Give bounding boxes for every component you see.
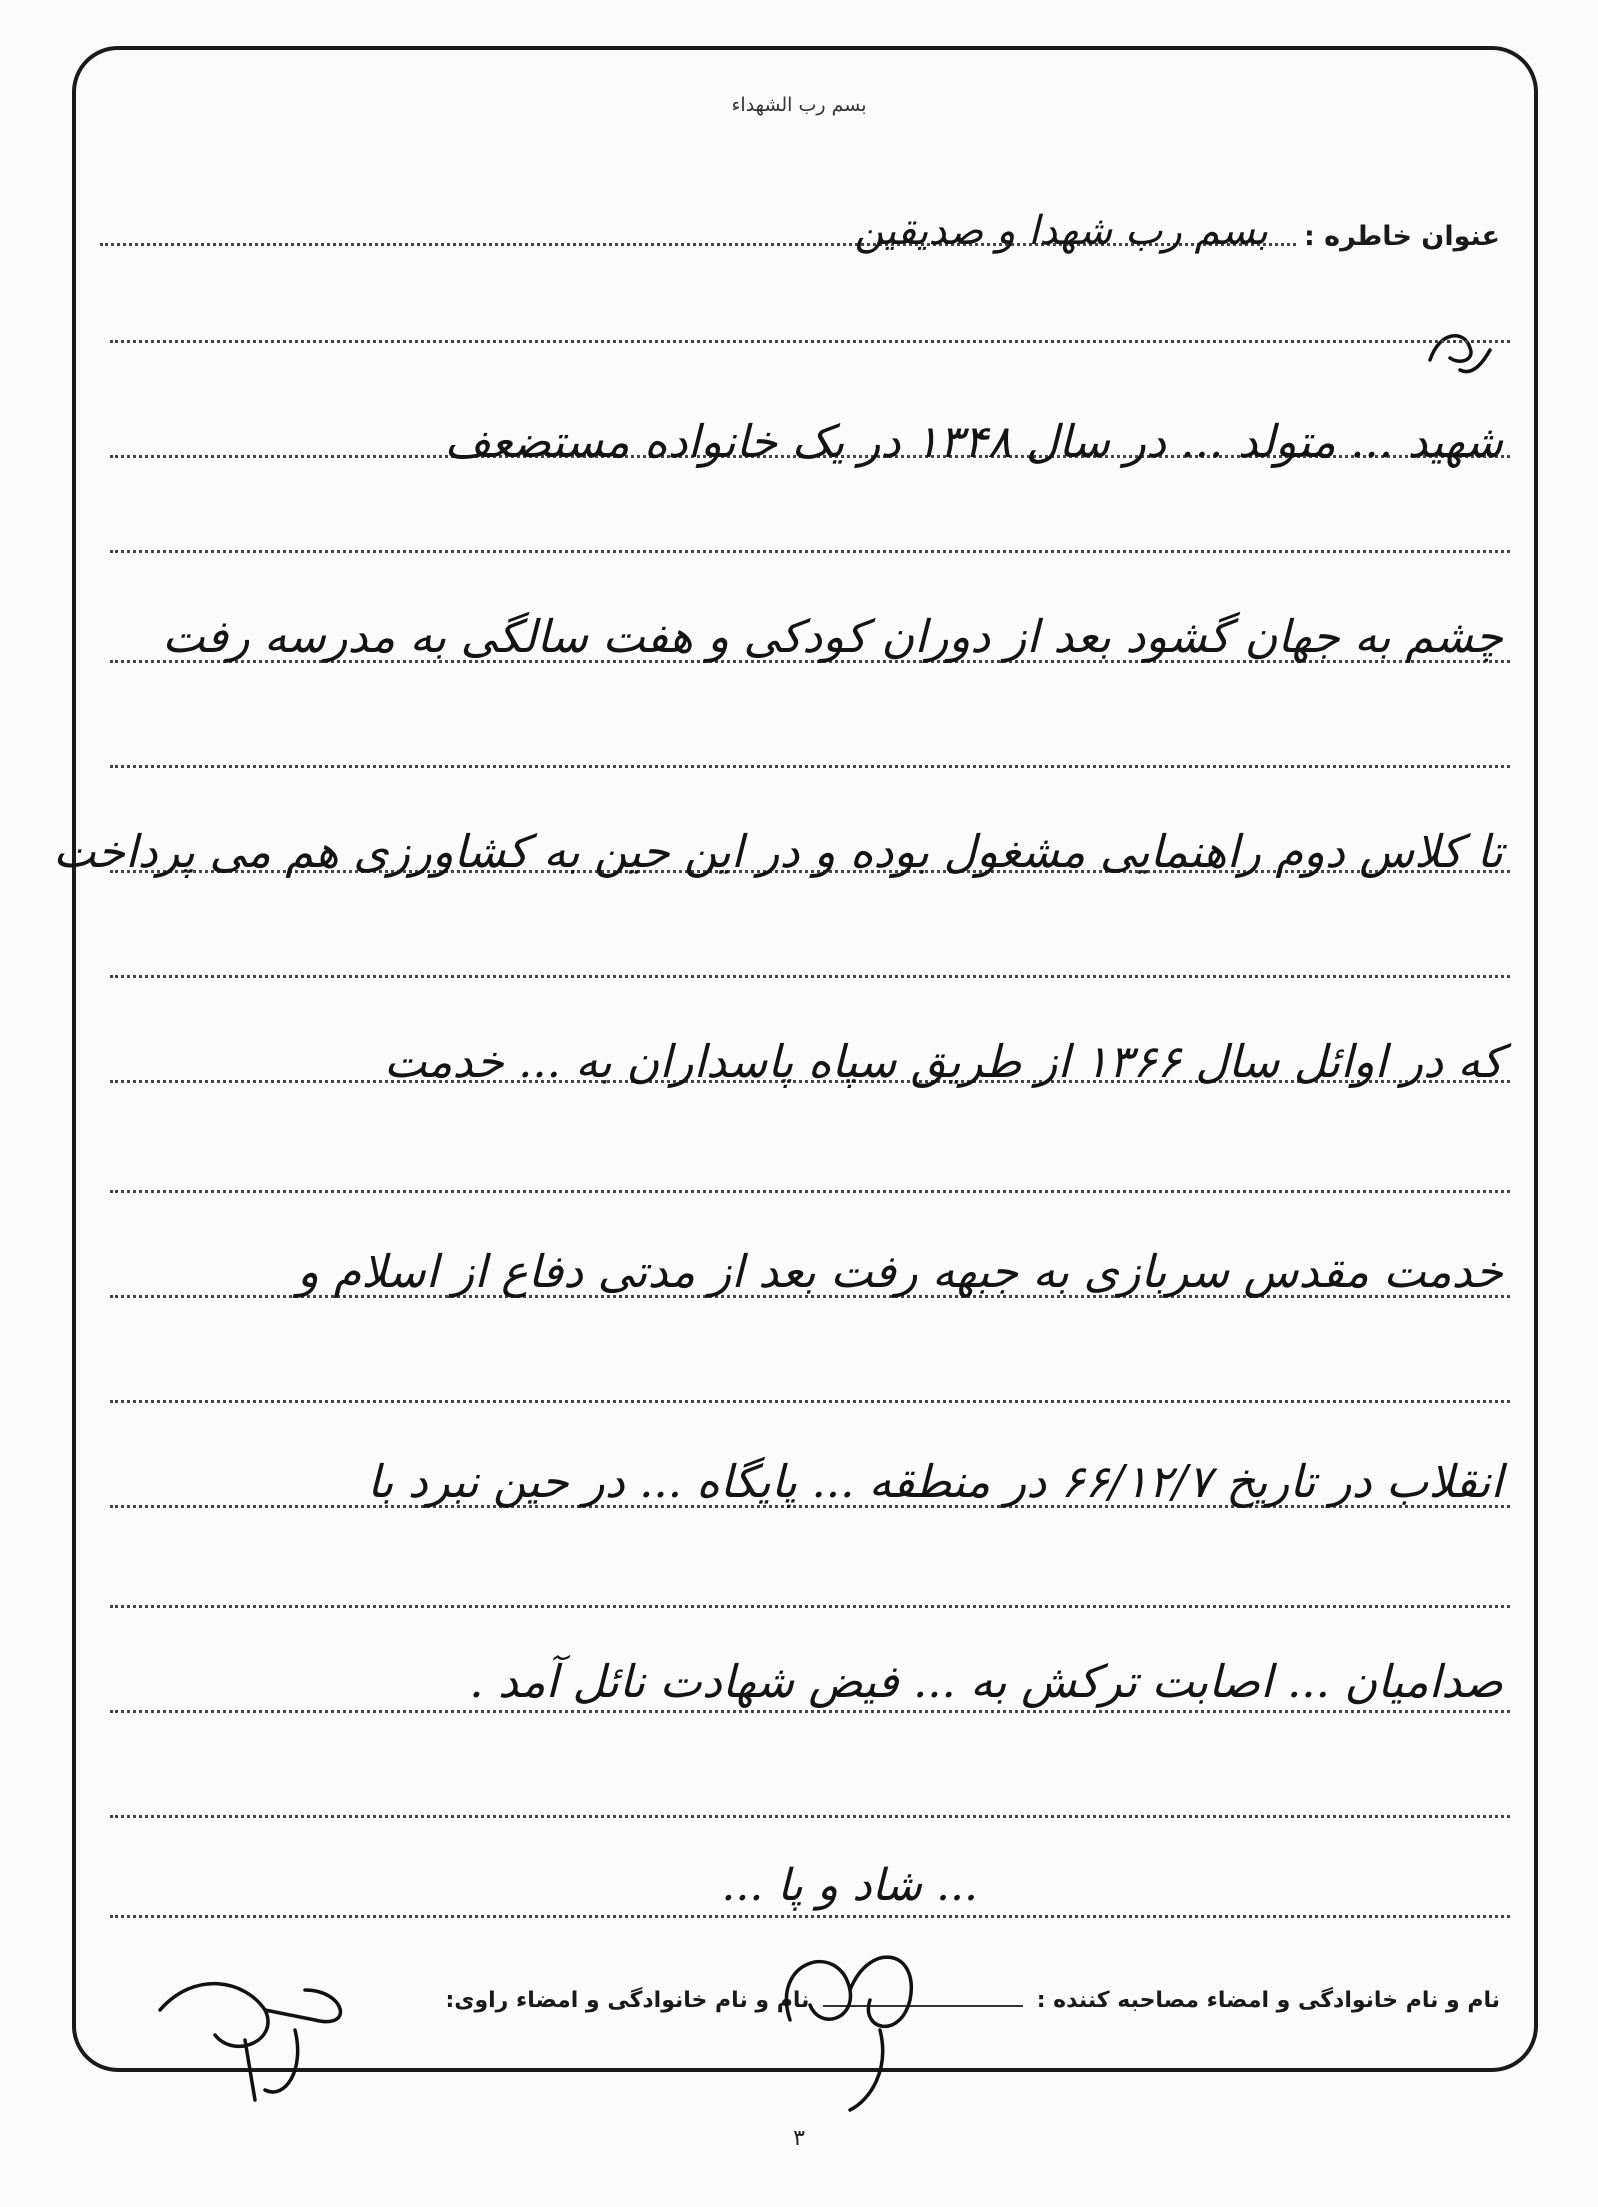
dotted-line (110, 1815, 1510, 1818)
memory-title-value: بسم رب شهدا و صدیقین (854, 208, 1268, 254)
dotted-line (110, 550, 1510, 553)
dotted-line (110, 1190, 1510, 1193)
memory-title-label: عنوان خاطره : (1303, 221, 1500, 252)
handwritten-line: صدامیان ... اصابت ترکش به ... فیض شهادت نائل آمد . (469, 1655, 1503, 1708)
dotted-line (110, 975, 1510, 978)
handwritten-line: که در اوائل سال ۱۳۶۶ از طریق سپاه پاسداران به ... خدمت (384, 1035, 1503, 1088)
interviewer-signature (760, 1900, 960, 2120)
handwritten-line: چشم به جهان گشود بعد از دوران کودکی و هفت سالگی به مدرسه رفت (162, 610, 1503, 663)
dotted-line (110, 765, 1510, 768)
handwritten-line: تا کلاس دوم راهنمایی مشغول بوده و در این حین به کشاورزی هم می پرداخت (53, 825, 1503, 878)
handwritten-line: خدمت مقدس سربازی به جبهه رفت بعد از مدتی دفاع از اسلام و (297, 1245, 1503, 1298)
interviewer-signature-label: نام و نام خانوادگی و امضاء مصاحبه کننده : (1036, 1988, 1500, 2013)
handwritten-line: انقلاب در تاریخ ۶۶/۱۲/۷ در منطقه ... پایگاه ... در حین نبرد با (367, 1455, 1503, 1508)
dotted-line (110, 1710, 1510, 1713)
handwritten-mark-icon (1420, 320, 1500, 380)
handwritten-line: شهید ... متولد ... در سال ۱۳۴۸ در یک خانواده مستضعف (444, 415, 1503, 468)
narrator-signature-label: نام و نام خانوادگی و امضاء راوی: (445, 1988, 810, 2013)
narrator-signature (155, 1950, 365, 2110)
page-number: ۳ (793, 2126, 805, 2151)
handwritten-signoff: ... شاد و پا ... (721, 1860, 978, 1911)
dotted-line (110, 1400, 1510, 1403)
memory-title-row (100, 192, 1500, 252)
dotted-line (110, 1605, 1510, 1608)
signature-footer (446, 1988, 1501, 2013)
page-header-basmala: بسم رب الشهداء (731, 94, 867, 116)
dotted-line (110, 340, 1510, 343)
